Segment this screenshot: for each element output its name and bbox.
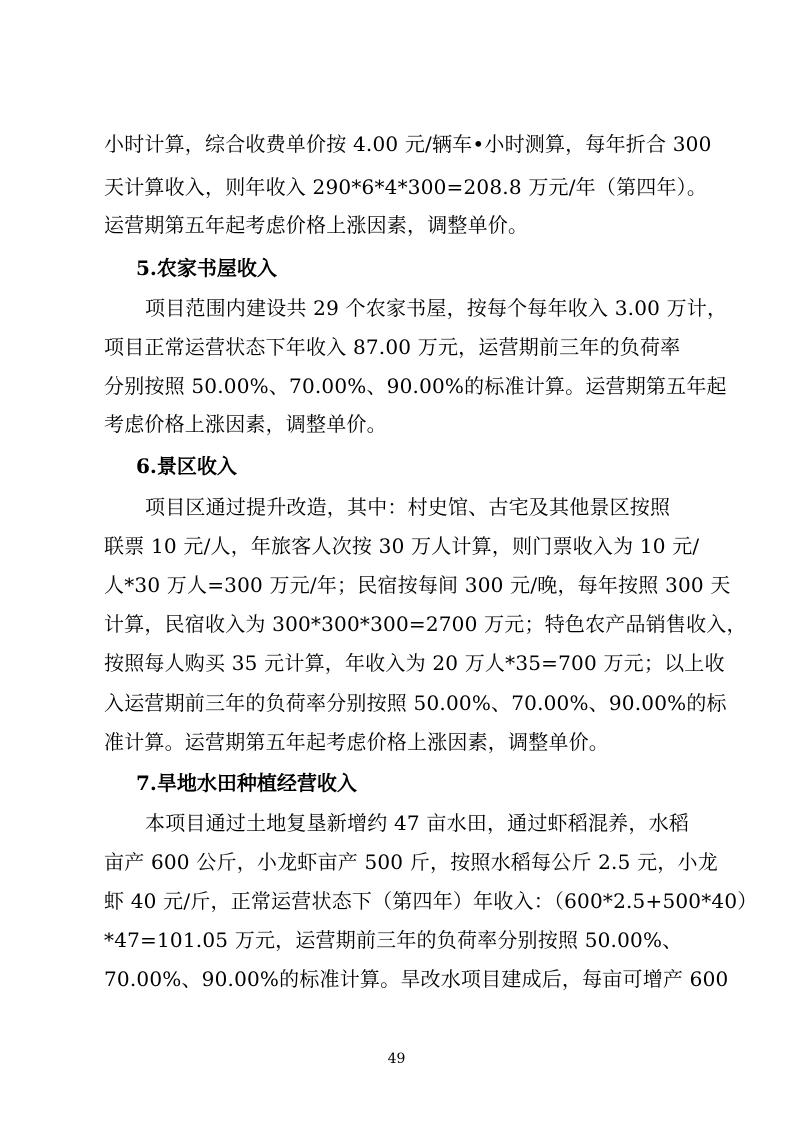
paragraph-line: 考虑价格上涨因素，调整单价。 <box>104 412 387 436</box>
paragraph-line: 项目区通过提升改造，其中：村史馆、古宅及其他景区按照 <box>145 495 671 519</box>
paragraph-line: 计算，民宿收入为 300*300*300=2700 万元；特色农产品销售收入， <box>104 612 747 636</box>
paragraph-line: 分别按照 50.00%、70.00%、90.00%的标准计算。运营期第五年起 <box>104 374 727 398</box>
page-number: 49 <box>387 1051 406 1067</box>
paragraph-line: 入运营期前三年的负荷率分别按照 50.00%、70.00%、90.00%的标 <box>104 691 727 715</box>
paragraph-line: *47=101.05 万元，运营期前三年的负荷率分别按照 50.00%、 <box>104 928 683 952</box>
paragraph-line: 准计算。运营期第五年起考虑价格上涨因素，调整单价。 <box>104 730 609 754</box>
paragraph-line: 小时计算，综合收费单价按 4.00 元/辆车•小时测算，每年折合 300 <box>104 132 712 156</box>
section-heading: 5.农家书屋收入 <box>136 256 277 280</box>
paragraph-line: 项目范围内建设共 29 个农家书屋，按每个每年收入 3.00 万计， <box>145 296 728 320</box>
section-heading: 7.旱地水田种植经营收入 <box>136 771 357 795</box>
section-heading: 6.景区收入 <box>136 454 237 478</box>
paragraph-line: 人*30 万人=300 万元/年；民宿按每间 300 元/晚，每年按照 300 天 <box>104 573 731 597</box>
paragraph-line: 运营期第五年起考虑价格上涨因素，调整单价。 <box>104 213 529 237</box>
paragraph-line: 70.00%、90.00%的标准计算。旱改水项目建成后，每亩可增产 600 <box>104 967 729 991</box>
paragraph-line: 项目正常运营状态下年收入 87.00 万元，运营期前三年的负荷率 <box>104 335 681 359</box>
paragraph-line: 按照每人购买 35 元计算，年收入为 20 万人*35=700 万元；以上收 <box>104 651 725 675</box>
paragraph-line: 虾 40 元/斤，正常运营状态下（第四年）年收入：（600*2.5+500*40） <box>104 889 758 913</box>
paragraph-line: 天计算收入，则年收入 290*6*4*300=208.8 万元/年（第四年）。 <box>104 175 708 199</box>
paragraph-line: 本项目通过土地复垦新增约 47 亩水田，通过虾稻混养，水稻 <box>145 811 689 835</box>
paragraph-line: 亩产 600 公斤，小龙虾亩产 500 斤，按照水稻每公斤 2.5 元，小龙 <box>104 850 718 874</box>
paragraph-line: 联票 10 元/人，年旅客人次按 30 万人计算，则门票收入为 10 元/ <box>104 534 700 558</box>
